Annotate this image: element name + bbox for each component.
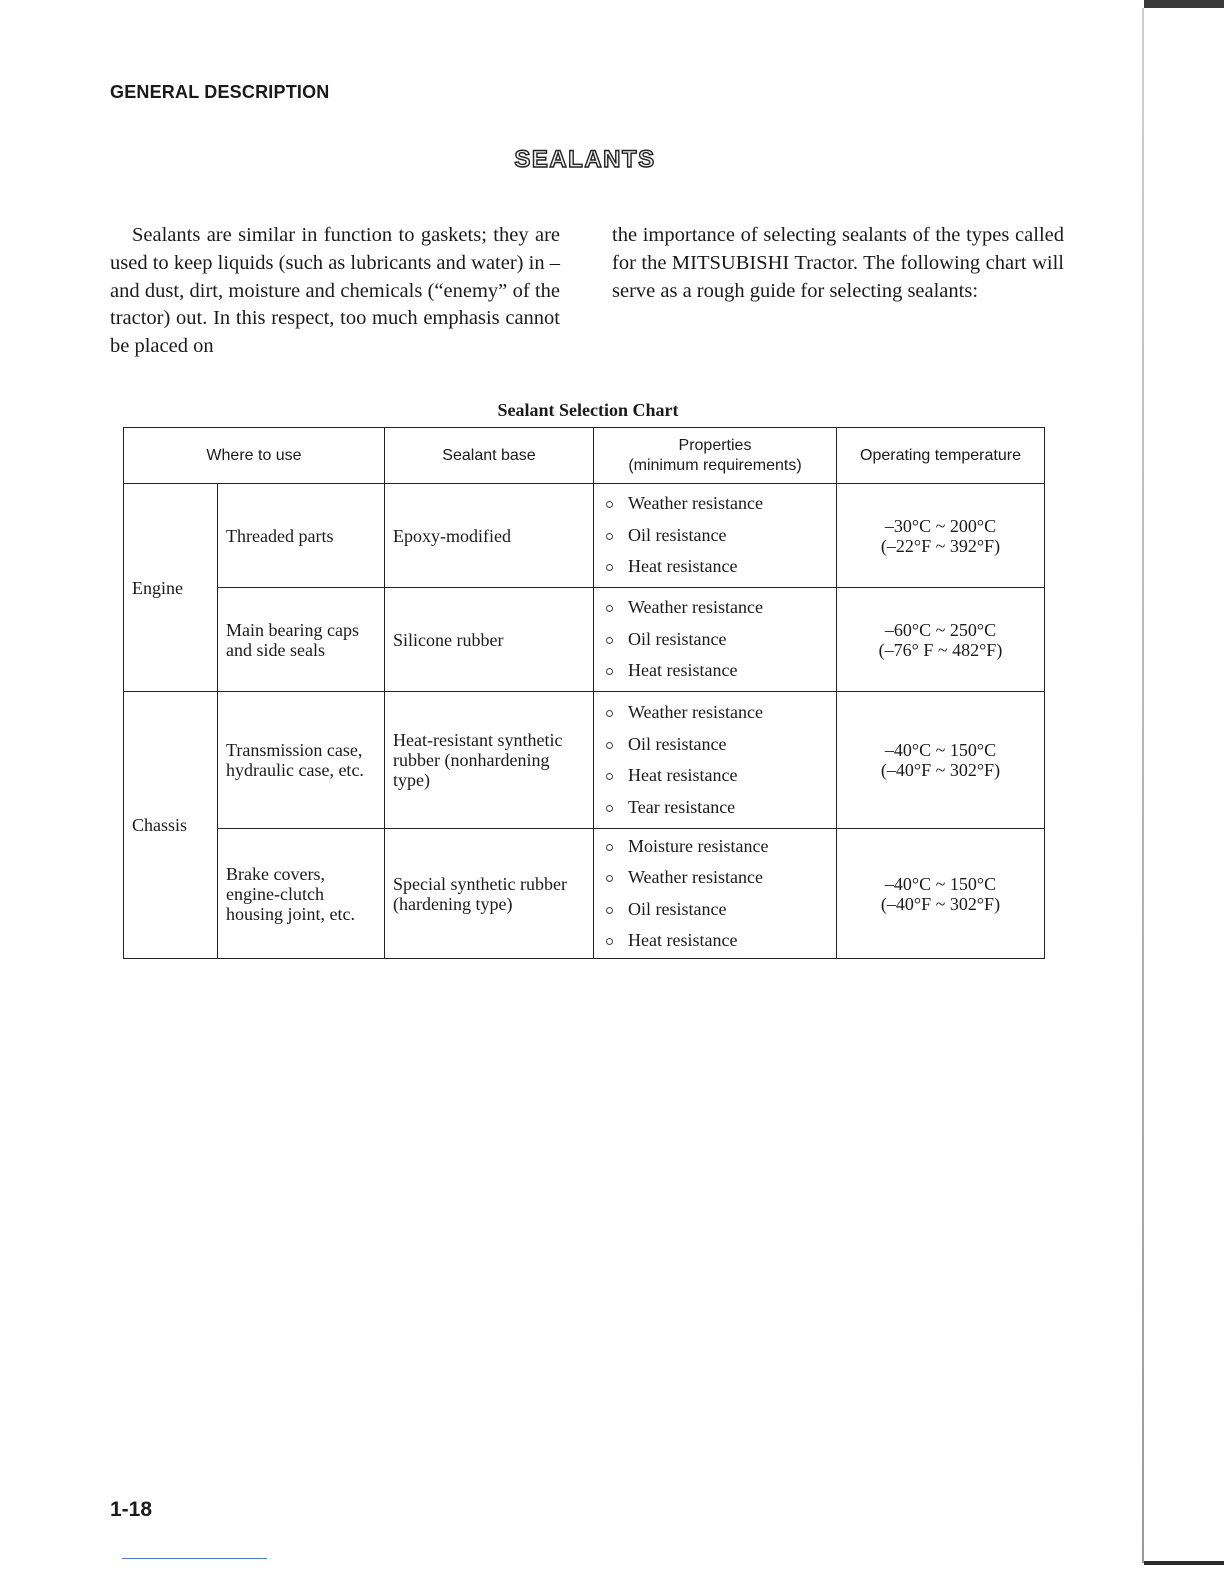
property-item: Heat resistance xyxy=(602,655,828,687)
property-item: Oil resistance xyxy=(602,520,828,552)
base-cell: Special synthetic rubber (hardening type) xyxy=(385,829,594,959)
properties-cell xyxy=(594,829,837,959)
header-sealant-base: Sealant base xyxy=(385,428,594,484)
property-item: Weather resistance xyxy=(602,862,828,894)
table-row xyxy=(124,588,1045,692)
header-properties-subtitle: (minimum requirements) xyxy=(628,456,802,474)
temperature-fahrenheit: (–40°F ~ 302°F) xyxy=(880,760,1001,780)
property-item: Weather resistance xyxy=(602,697,828,729)
temperature-cell xyxy=(837,484,1045,588)
footer-rule xyxy=(122,1558,267,1559)
part-cell: Transmission case, hydraulic case, etc. xyxy=(218,692,385,829)
property-item: Heat resistance xyxy=(602,925,828,957)
property-item: Oil resistance xyxy=(602,729,828,761)
table-row xyxy=(124,484,1045,588)
base-cell: Silicone rubber xyxy=(385,588,594,692)
part-cell: Threaded parts xyxy=(218,484,385,588)
page-number: 1-18 xyxy=(110,1498,153,1521)
property-item: Weather resistance xyxy=(602,592,828,624)
group-chassis: Chassis xyxy=(124,692,218,959)
table-row xyxy=(124,829,1045,959)
temperature-celsius: –30°C ~ 200°C xyxy=(884,515,997,536)
base-cell: Heat-resistant synthetic rubber (nonhardening type) xyxy=(385,692,594,829)
page-edge-top xyxy=(1144,0,1224,8)
temperature-fahrenheit: (–40°F ~ 302°F) xyxy=(880,893,1001,914)
property-item: Oil resistance xyxy=(602,894,828,926)
header-operating-temperature: Operating temperature xyxy=(837,428,1045,484)
properties-cell xyxy=(594,588,837,692)
property-item: Weather resistance xyxy=(602,488,828,520)
property-item: Tear resistance xyxy=(602,792,828,824)
property-item: Oil resistance xyxy=(602,624,828,656)
part-cell: Main bearing caps and side seals xyxy=(218,588,385,692)
property-item: Heat resistance xyxy=(602,551,828,583)
properties-cell xyxy=(594,484,837,588)
page-title: SEALANTS xyxy=(514,146,656,173)
temperature-celsius: –40°C ~ 150°C xyxy=(884,873,997,894)
properties-cell xyxy=(594,692,837,829)
temperature-cell xyxy=(837,588,1045,692)
temperature-fahrenheit: (–76° F ~ 482°F) xyxy=(878,639,1003,660)
temperature-cell xyxy=(837,692,1045,829)
property-item: Moisture resistance xyxy=(602,831,828,863)
chart-caption: Sealant Selection Chart xyxy=(497,400,679,420)
part-cell: Brake covers, engine-clutch housing joint, etc. xyxy=(218,829,385,959)
header-properties xyxy=(594,428,837,484)
group-engine: Engine xyxy=(124,484,218,692)
temperature-celsius: –60°C ~ 250°C xyxy=(884,619,997,640)
intro-column-left: Sealants are similar in function to gaskets; they are used to keep liquids (such as lubricants and water) in – and dust, dirt, moisture and chemicals (“enemy” of the tractor) out. In this respect, too much emphasis cannot be placed on xyxy=(110,224,560,358)
temperature-fahrenheit: (–22°F ~ 392°F) xyxy=(880,535,1001,556)
temperature-celsius: –40°C ~ 150°C xyxy=(884,740,997,760)
base-cell: Epoxy-modified xyxy=(385,484,594,588)
table-row xyxy=(124,692,1045,829)
sealant-selection-table xyxy=(123,427,1045,959)
temperature-cell xyxy=(837,829,1045,959)
intro-column-right: the importance of selecting sealants of the types called for the MITSUBISHI Tractor. The following chart will serve as a rough guide for selecting sealants: xyxy=(612,224,1064,302)
header-properties-title: Properties xyxy=(678,436,752,454)
header-where-to-use: Where to use xyxy=(124,428,385,484)
section-header: GENERAL DESCRIPTION xyxy=(110,82,330,102)
property-item: Heat resistance xyxy=(602,760,828,792)
page-edge-bottom xyxy=(1144,1561,1224,1565)
page-edge-line xyxy=(1142,8,1144,1563)
table-header-row xyxy=(124,428,1045,484)
